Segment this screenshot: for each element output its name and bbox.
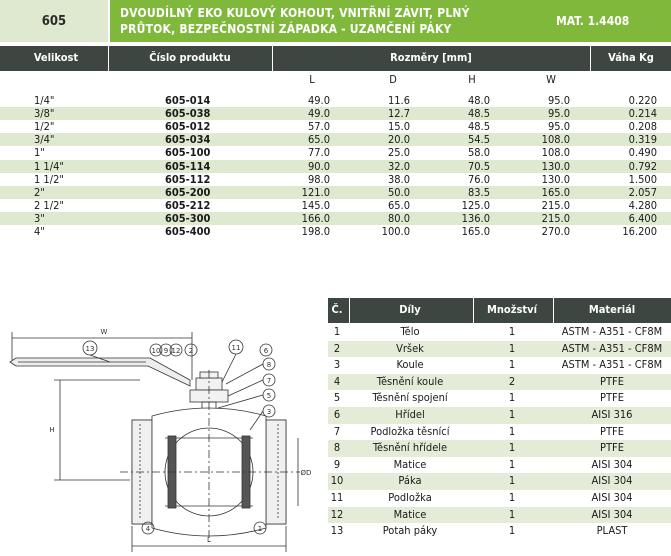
part-number-cell: 3 bbox=[333, 358, 341, 372]
length-cell: 90.0 bbox=[307, 159, 330, 173]
size-cell: 1" bbox=[34, 146, 45, 160]
material-code: MAT. 1.4408 bbox=[556, 14, 630, 28]
part-name-cell: Matice bbox=[393, 457, 427, 471]
product-title-line1: DVOUDÍLNÝ EKO KULOVÝ KOHOUT, VNITŘNÍ ZÁVIT, PLNÝ bbox=[120, 6, 470, 20]
parts-col-material: Materiál bbox=[588, 303, 636, 316]
quantity-cell: 1 bbox=[508, 408, 516, 421]
product-code-cell: 605-300 bbox=[165, 211, 211, 225]
callout-9: 9 bbox=[163, 347, 169, 355]
diameter-cell: 15.0 bbox=[387, 120, 410, 134]
parts-row bbox=[328, 424, 671, 441]
dim-label-H: H bbox=[49, 426, 55, 434]
height-cell: 58.0 bbox=[467, 146, 490, 160]
table-row bbox=[0, 120, 671, 133]
diameter-cell: 100.0 bbox=[381, 225, 410, 238]
diameter-cell: 20.0 bbox=[387, 133, 410, 147]
weight-cell: 16.200 bbox=[622, 225, 657, 238]
table-header bbox=[0, 46, 671, 71]
size-cell: 3/4" bbox=[34, 133, 55, 147]
height-cell: 136.0 bbox=[461, 211, 490, 225]
part-name-cell: Těsnění spojení bbox=[372, 391, 448, 405]
part-number-cell: 8 bbox=[333, 441, 341, 455]
length-cell: 57.0 bbox=[307, 120, 330, 134]
size-cell: 3" bbox=[34, 211, 45, 225]
product-code-cell: 605-014 bbox=[165, 94, 211, 107]
parts-row bbox=[328, 390, 671, 407]
diameter-cell: 12.7 bbox=[387, 107, 410, 121]
parts-col-no: Č. bbox=[331, 303, 343, 316]
dim-label-D: ØD bbox=[300, 469, 312, 477]
width-cell: 108.0 bbox=[541, 146, 570, 160]
length-cell: 145.0 bbox=[301, 198, 330, 212]
quantity-cell: 1 bbox=[508, 457, 516, 471]
subcol-D: D bbox=[389, 73, 397, 86]
callout-10: 10 bbox=[151, 347, 161, 355]
parts-row bbox=[328, 407, 671, 424]
length-cell: 98.0 bbox=[307, 172, 330, 186]
parts-row bbox=[328, 523, 671, 540]
callout-11: 11 bbox=[231, 344, 241, 352]
length-cell: 166.0 bbox=[301, 211, 330, 225]
col-size: Velikost bbox=[33, 51, 79, 64]
quantity-cell: 2 bbox=[508, 374, 516, 388]
callout-12: 12 bbox=[171, 347, 181, 355]
part-number-cell: 5 bbox=[333, 391, 341, 405]
quantity-cell: 1 bbox=[508, 391, 516, 405]
dim-label-L: L bbox=[207, 536, 211, 544]
part-number-cell: 9 bbox=[333, 457, 341, 471]
size-cell: 1 1/4" bbox=[34, 159, 64, 173]
product-code-cell: 605-034 bbox=[165, 133, 211, 147]
callout-8: 8 bbox=[266, 361, 272, 369]
length-cell: 121.0 bbox=[301, 185, 330, 199]
parts-row bbox=[328, 374, 671, 391]
callout-2: 2 bbox=[188, 347, 194, 355]
width-cell: 108.0 bbox=[541, 133, 570, 147]
width-cell: 270.0 bbox=[541, 225, 570, 238]
quantity-cell: 1 bbox=[508, 474, 516, 488]
parts-row bbox=[328, 473, 671, 490]
parts-row bbox=[328, 440, 671, 457]
material-cell: AISI 304 bbox=[591, 491, 633, 504]
table-row bbox=[0, 160, 671, 173]
length-cell: 198.0 bbox=[301, 225, 330, 238]
part-name-cell: Podložka bbox=[388, 491, 432, 504]
weight-cell: 0.208 bbox=[628, 120, 657, 134]
product-code-cell: 605-100 bbox=[165, 146, 211, 160]
part-name-cell: Hřídel bbox=[395, 408, 425, 421]
material-cell: AISI 304 bbox=[591, 457, 633, 471]
table-row bbox=[0, 146, 671, 159]
parts-table-header bbox=[328, 298, 671, 323]
height-cell: 165.0 bbox=[461, 225, 490, 238]
diameter-cell: 32.0 bbox=[387, 159, 410, 173]
callout-1: 1 bbox=[257, 525, 263, 533]
weight-cell: 6.400 bbox=[628, 211, 657, 225]
series-code: 605 bbox=[0, 0, 108, 42]
table-row bbox=[0, 94, 671, 107]
width-cell: 215.0 bbox=[541, 211, 570, 225]
part-name-cell: Těsnění hřídele bbox=[372, 441, 448, 455]
width-cell: 95.0 bbox=[547, 94, 570, 107]
parts-row bbox=[328, 490, 671, 507]
table-row bbox=[0, 212, 671, 225]
callout-4: 4 bbox=[145, 525, 151, 533]
product-code-cell: 605-212 bbox=[165, 198, 211, 212]
material-cell: PTFE bbox=[600, 424, 624, 438]
size-cell: 3/8" bbox=[34, 107, 55, 121]
quantity-cell: 1 bbox=[508, 441, 516, 455]
width-cell: 215.0 bbox=[541, 198, 570, 212]
product-code-cell: 605-114 bbox=[165, 159, 211, 173]
subcol-L: L bbox=[309, 73, 315, 86]
quantity-cell: 1 bbox=[508, 491, 516, 504]
valve-drawing bbox=[0, 320, 325, 556]
subcol-H: H bbox=[468, 73, 476, 86]
diameter-cell: 25.0 bbox=[387, 146, 410, 160]
material-cell: PLAST bbox=[596, 524, 628, 538]
part-number-cell: 12 bbox=[330, 507, 344, 521]
product-code-cell: 605-112 bbox=[165, 172, 211, 186]
part-number-cell: 10 bbox=[330, 474, 344, 488]
quantity-cell: 1 bbox=[508, 524, 516, 538]
product-title bbox=[120, 5, 540, 37]
height-cell: 48.0 bbox=[467, 94, 490, 107]
part-name-cell: Koule bbox=[396, 358, 424, 372]
width-cell: 130.0 bbox=[541, 172, 570, 186]
quantity-cell: 1 bbox=[508, 507, 516, 521]
height-cell: 70.5 bbox=[467, 159, 490, 173]
part-number-cell: 7 bbox=[333, 424, 341, 438]
part-number-cell: 6 bbox=[333, 408, 341, 421]
callout-7: 7 bbox=[266, 377, 272, 385]
height-cell: 76.0 bbox=[467, 172, 490, 186]
table-row bbox=[0, 225, 671, 238]
quantity-cell: 1 bbox=[508, 341, 516, 355]
weight-cell: 0.220 bbox=[628, 94, 657, 107]
callout-5: 5 bbox=[266, 392, 272, 400]
width-cell: 95.0 bbox=[547, 107, 570, 121]
dim-label-W: W bbox=[100, 328, 108, 336]
size-cell: 4" bbox=[34, 225, 45, 238]
table-row bbox=[0, 173, 671, 186]
diameter-cell: 80.0 bbox=[387, 211, 410, 225]
part-name-cell: Tělo bbox=[400, 325, 420, 338]
parts-row bbox=[328, 324, 671, 341]
part-name-cell: Těsnění koule bbox=[376, 374, 444, 388]
width-cell: 95.0 bbox=[547, 120, 570, 134]
callout-13: 13 bbox=[85, 345, 95, 353]
parts-row bbox=[328, 357, 671, 374]
height-cell: 48.5 bbox=[467, 120, 490, 134]
quantity-cell: 1 bbox=[508, 358, 516, 372]
size-cell: 1/2" bbox=[34, 120, 55, 134]
callout-3: 3 bbox=[266, 408, 272, 416]
part-number-cell: 4 bbox=[333, 374, 341, 388]
parts-col-qty: Množství bbox=[487, 303, 537, 316]
weight-cell: 1.500 bbox=[628, 172, 657, 186]
weight-cell: 0.214 bbox=[628, 107, 657, 121]
material-cell: PTFE bbox=[600, 374, 624, 388]
height-cell: 125.0 bbox=[461, 198, 490, 212]
size-cell: 1 1/2" bbox=[34, 172, 64, 186]
parts-row bbox=[328, 341, 671, 358]
material-cell: ASTM - A351 - CF8M bbox=[561, 325, 663, 338]
diameter-cell: 11.6 bbox=[387, 94, 410, 107]
length-cell: 77.0 bbox=[307, 146, 330, 160]
product-code-cell: 605-200 bbox=[165, 185, 211, 199]
part-number-cell: 11 bbox=[330, 491, 344, 504]
weight-cell: 0.490 bbox=[628, 146, 657, 160]
diameter-cell: 65.0 bbox=[387, 198, 410, 212]
material-cell: AISI 316 bbox=[591, 408, 633, 421]
col-dims: Rozměry [mm] bbox=[390, 51, 472, 64]
table-row bbox=[0, 133, 671, 146]
parts-col-part: Díly bbox=[399, 303, 421, 316]
callout-6: 6 bbox=[263, 347, 269, 355]
part-name-cell: Potah páky bbox=[382, 524, 438, 538]
part-name-cell: Páka bbox=[398, 474, 422, 488]
material-cell: ASTM - A351 - CF8M bbox=[561, 341, 663, 355]
size-cell: 2" bbox=[34, 185, 45, 199]
product-code-cell: 605-400 bbox=[165, 225, 211, 238]
size-cell: 1/4" bbox=[34, 94, 55, 107]
width-cell: 165.0 bbox=[541, 185, 570, 199]
height-cell: 48.5 bbox=[467, 107, 490, 121]
part-number-cell: 13 bbox=[330, 524, 344, 538]
part-number-cell: 2 bbox=[333, 341, 341, 355]
material-cell: AISI 304 bbox=[591, 507, 633, 521]
table-row bbox=[0, 107, 671, 120]
product-title-line2: PRŮTOK, BEZPEČNOSTNÍ ZÁPADKA - UZAMČENÍ PÁKY bbox=[120, 22, 452, 36]
quantity-cell: 1 bbox=[508, 424, 516, 438]
diameter-cell: 38.0 bbox=[387, 172, 410, 186]
weight-cell: 2.057 bbox=[628, 185, 657, 199]
part-name-cell: Matice bbox=[393, 507, 427, 521]
material-cell: AISI 304 bbox=[591, 474, 633, 488]
product-code-cell: 605-012 bbox=[165, 120, 211, 134]
material-cell: PTFE bbox=[600, 391, 624, 405]
table-row bbox=[0, 199, 671, 212]
col-weight: Váha Kg bbox=[608, 51, 654, 64]
width-cell: 130.0 bbox=[541, 159, 570, 173]
diameter-cell: 50.0 bbox=[387, 185, 410, 199]
quantity-cell: 1 bbox=[508, 325, 516, 338]
length-cell: 49.0 bbox=[307, 107, 330, 121]
weight-cell: 0.792 bbox=[628, 159, 657, 173]
material-cell: ASTM - A351 - CF8M bbox=[561, 358, 663, 372]
height-cell: 83.5 bbox=[467, 185, 490, 199]
table-row bbox=[0, 186, 671, 199]
height-cell: 54.5 bbox=[467, 133, 490, 147]
part-name-cell: Podložka těsnící bbox=[370, 424, 450, 438]
length-cell: 65.0 bbox=[307, 133, 330, 147]
material-cell: PTFE bbox=[600, 441, 624, 455]
product-code-cell: 605-038 bbox=[165, 107, 211, 121]
parts-row bbox=[328, 457, 671, 474]
part-number-cell: 1 bbox=[333, 325, 341, 338]
length-cell: 49.0 bbox=[307, 94, 330, 107]
weight-cell: 4.280 bbox=[628, 198, 657, 212]
subcol-W: W bbox=[546, 73, 556, 86]
size-cell: 2 1/2" bbox=[34, 198, 64, 212]
part-name-cell: Vršek bbox=[396, 341, 424, 355]
parts-row bbox=[328, 507, 671, 524]
weight-cell: 0.319 bbox=[628, 133, 657, 147]
col-product: Číslo produktu bbox=[149, 51, 231, 64]
